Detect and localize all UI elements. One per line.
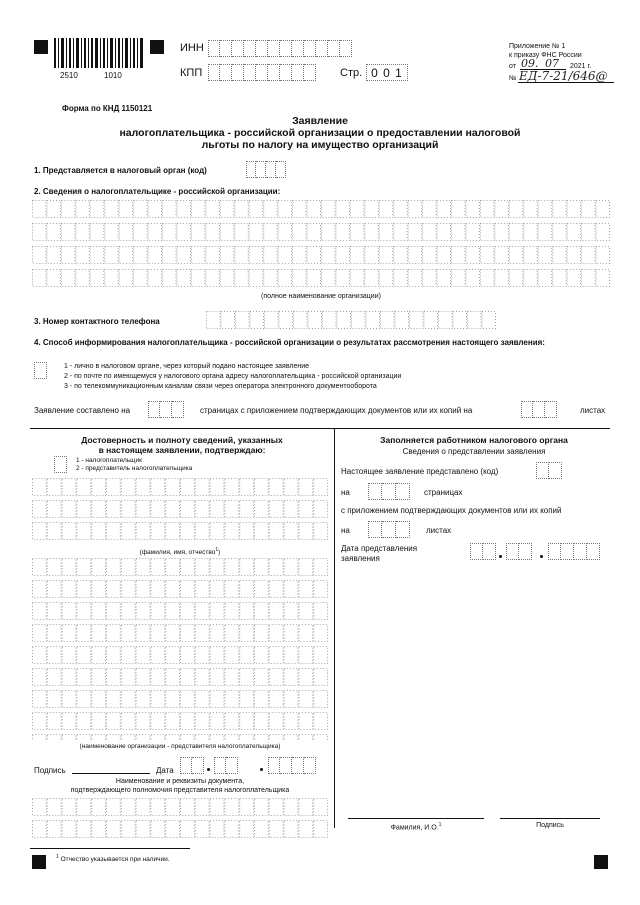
official-signature-label: Подпись [536,822,564,829]
signer-option-2: 2 - представитель налогоплательщика [76,465,193,472]
appendix-day: 09. [521,57,539,70]
authority-document-line1: Наименование и реквизиты документа, [115,778,245,785]
section2-label: 2. Сведения о налогоплательщике - российской организации: [34,187,281,196]
signer-fio-field[interactable] [32,478,328,549]
authority-document-line2: подтверждающего полномочия представителя налогоплательщика [70,787,290,794]
right-column-subtitle: Сведения о представлении заявления [402,447,546,456]
informing-option-1: 1 - лично в налоговом органе, через который подано настоящее заявление [64,363,310,370]
left-date-month[interactable] [214,757,238,774]
authority-document-grid [32,798,328,842]
date-separator-dot [499,555,502,558]
appendix-line1: Приложение № 1 [509,43,566,50]
registration-marker-bottom-left [32,855,46,869]
official-fio-line[interactable] [348,818,484,819]
signer-type-options [76,457,192,473]
registration-marker-bottom-right [594,855,608,869]
informing-options [64,362,401,392]
pages-middle-text: страницах с приложением подтверждающих документов или их копий на [200,406,473,415]
submission-code-field[interactable] [536,462,562,479]
informing-option-2: 2 - по почте по имеющемуся у налогового органа адресу налогоплательщика - российской организации [64,373,402,380]
official-fio-caption [348,822,484,831]
left-title-line2: в настоящем заявлении, подтверждаю: [98,445,266,455]
appendix-no-value: ЕД-7-21/646@ [519,69,608,83]
pages-prefix-text: Заявление составлено на [34,406,131,415]
registration-marker-top-left [34,40,48,54]
right-date-year[interactable] [548,543,600,560]
right-attachments-label: с приложением подтверждающих документов или их копий [341,506,562,515]
date-separator-dot [260,768,263,771]
submission-code-label: Настоящее заявление представлено (код) [341,467,499,476]
date-separator-dot [540,555,543,558]
column-divider [334,428,335,828]
signer-fio-grid [32,478,328,544]
right-column-title: Заполняется работником налогового органа [380,435,568,445]
appendix-no-underline [518,82,614,83]
right-date-day[interactable] [470,543,496,560]
left-date-label: Дата [156,766,174,775]
right-pages-field[interactable] [368,483,410,500]
informing-method-field[interactable] [34,362,47,379]
organization-name-caption: (полное наименование организации) [261,293,381,300]
title-line1: Заявление [292,115,348,127]
footnote-separator [30,848,190,849]
signer-type-field[interactable] [54,456,67,473]
footnote [56,854,170,863]
informing-option-3: 3 - по телекоммуникационным каналам связи через оператора электронного документооборота [64,383,377,390]
footnote-text: Отчество указывается при наличии. [60,856,170,864]
right-date-label-line2: заявления [341,554,380,563]
barcode-number-left: 2510 [60,71,78,80]
pages-suffix-text: листах [580,406,606,415]
authority-document-caption [32,777,328,795]
date-separator-dot [207,768,210,771]
representative-org-grid [32,558,328,740]
official-fio-footnote-mark: 1 [438,822,442,828]
right-date-label-line1: Дата представления [341,544,418,553]
right-sheets-field[interactable] [368,521,410,538]
kpp-field[interactable] [208,64,316,81]
right-sheets-word: листах [426,526,452,535]
signer-fio-caption-text: (фамилия, имя, отчество [139,549,216,557]
pages-count-field[interactable] [148,401,184,418]
appendix-year: 2021 г. [570,63,592,70]
left-signature-line[interactable] [72,773,150,774]
right-pages-word: страницах [424,488,463,497]
left-date-day[interactable] [180,757,204,774]
left-signature-label: Подпись [34,766,66,775]
representative-org-caption: (наименование организации - представителя налогоплательщика) [79,743,281,750]
attachment-sheets-field[interactable] [521,401,557,418]
appendix-line2: к приказу ФНС России [509,52,582,59]
kpp-label: КПП [180,67,203,79]
phone-number-field[interactable] [206,311,496,334]
appendix-no-label: № [509,75,517,82]
section1-label: 1. Представляется в налоговый орган (код) [34,166,207,175]
signer-option-1: 1 - налогоплательщик [76,457,143,464]
organization-name-grid [32,200,610,292]
inn-label: ИНН [180,42,204,54]
phone-number-grid [206,311,496,329]
form-code: Форма по КНД 1150121 [62,104,153,113]
left-column-title [34,435,330,455]
signer-fio-caption [32,547,328,556]
page-label: Стр. [340,67,363,79]
right-date-month[interactable] [506,543,532,560]
representative-org-field[interactable] [32,558,328,745]
appendix-month: 07 [545,57,559,70]
tax-authority-code-field[interactable] [246,161,286,178]
barcode-image [54,38,144,68]
right-on-label-1: на [341,488,350,497]
inn-field[interactable] [208,40,352,57]
right-submission-date-label [341,544,417,564]
page-number-field: 0 0 1 [366,64,408,81]
barcode-number-right: 1010 [104,71,122,80]
footnote-mark: 1 [56,854,59,860]
appendix-from-label: от [509,63,516,70]
registration-marker-top-right-barcode [150,40,164,54]
title-line3: льготы по налогу на имущество организаций [201,139,439,151]
organization-name-field[interactable] [32,200,610,297]
official-fio-label: Фамилия, И.О. [390,824,439,832]
right-on-label-2: на [341,526,350,535]
section4-label: 4. Способ информирования налогоплательщика - российской организации о результатах рассмотрения настоящего заявления: [34,338,545,347]
signer-fio-caption-close: ) [218,549,221,557]
title-line2: налогоплательщика - российской организации о предоставлении налоговой [119,127,521,139]
page-title [60,115,580,151]
official-signature-line[interactable] [500,818,600,819]
authority-document-field[interactable] [32,798,328,847]
section3-label: 3. Номер контактного телефона [34,317,160,326]
section-divider [30,428,610,429]
left-date-year[interactable] [268,757,316,774]
signer-fio-footnote-mark: 1 [215,547,219,553]
left-title-line1: Достоверность и полноту сведений, указанных [81,435,283,445]
